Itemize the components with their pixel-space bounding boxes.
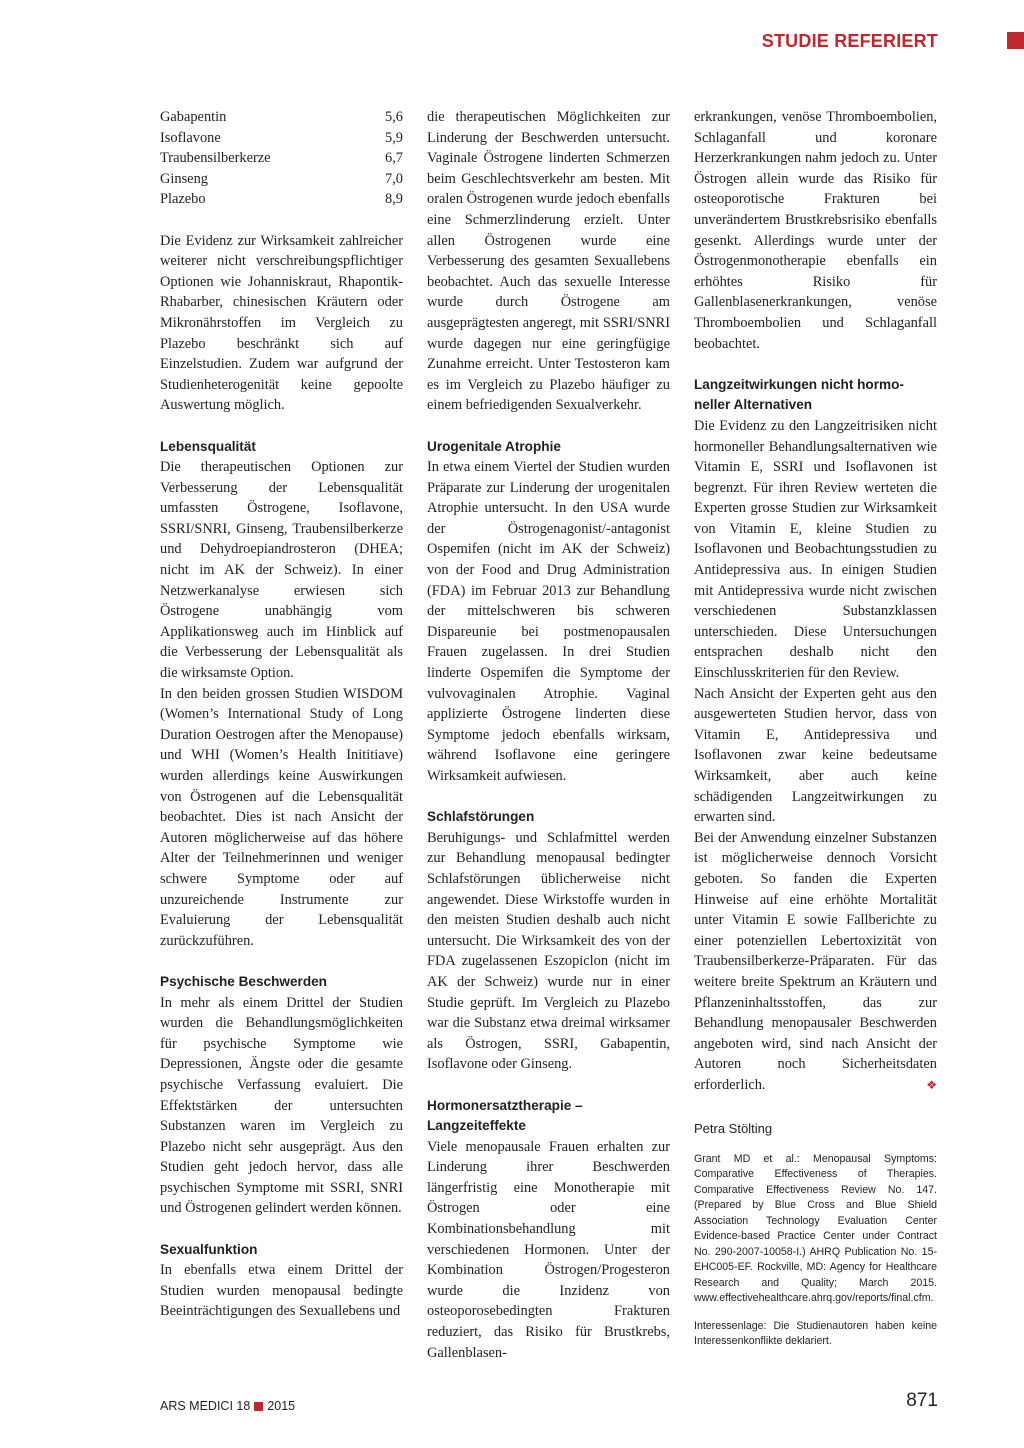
heading-sexualfunktion: Sexualfunktion: [160, 1241, 258, 1257]
section-title: STUDIE REFERIERT: [761, 31, 938, 51]
ranking-value: 7,0: [385, 170, 403, 187]
ranking-value: 6,7: [385, 150, 403, 167]
ranking-name: Isoflavone: [160, 129, 221, 146]
journal-name: ARS MEDICI 18: [160, 1399, 251, 1413]
paragraph: In ebenfalls etwa einem Drittel der Studien wurden menopausal bedingte Beeinträchtigungen des Sexuallebens und: [160, 1262, 403, 1320]
ranking-name: Ginseng: [160, 170, 208, 187]
paragraph: In mehr als einem Drittel der Studien wurden die Behandlungsmöglichkeiten für psychische Symptome wie Depressionen, Ängste oder die gesamte psychische Verfassung evaluiert. Die Effektstärken der untersuchten Substanzen waren im Vergleich zu Plazebo nicht sehr ausgeprägt. Aus den Studien geht jedoch hervor, dass alle psychischen Symptome mit SSRI, SNRI und Östrogenen gelindert werden können.: [160, 994, 403, 1217]
heading-schlafstoerungen: Schlafstörungen: [427, 809, 535, 825]
list-item: [160, 128, 403, 149]
end-mark-icon: ❖: [926, 1077, 937, 1092]
ranking-value: 5,6: [385, 109, 403, 125]
heading-psychische-beschwerden: Psychische Beschwerden: [160, 973, 327, 989]
paragraph: Nach Ansicht der Experten geht aus den ausgewerteten Studien hervor, dass von Vitamin E, Antidepressiva und Isoflavonen zwar keine bedeutsame Wirksamkeit, aber auch keine schädigenden Langzeitwirkungen zu erwarten sind.: [694, 685, 937, 826]
list-item: [160, 107, 403, 128]
intro-paragraph: Die Evidenz zur Wirksamkeit zahlreicher weiterer nicht verschreibungspflichtiger Optionen wie Johanniskraut, Rhapontik-Rhabarber, chinesischen Kräutern oder Mikronährstoffen im Vergleich zu Plazebo beschränkt sich auf Einzelstudien. Zudem war aufgrund der Studienheterogenität keine gepoolte Auswertung möglich.: [160, 232, 403, 414]
paragraph-text: Bei der Anwendung einzelner Substanzen ist möglicherweise dennoch Vorsicht geboten. So fanden die Experten Hinweise auf eine erhöhte Mortalität unter Vitamin E sowie Fallberichte zu einer potenziellen Lebertoxizität von Traubensilberkerze-Präparaten. Für das weitere breite Spektrum an Kräutern und Pflanzeninhaltsstoffen, das zur Behandlung menopausaler Beschwerden angeboten wird, sind nach Ansicht der Autoren noch Sicherheitsdaten erforderlich.: [694, 829, 937, 1093]
heading-langzeitwirkungen-cont: neller Alternativen: [694, 397, 813, 413]
ranking-name: Plazebo: [160, 191, 206, 208]
list-item: [160, 169, 403, 190]
list-item: [160, 189, 403, 210]
conflict-of-interest-note: Interessenlage: Die Studienautoren haben keine Interessenkonflikte deklariert.: [694, 1319, 937, 1347]
column-2: [427, 107, 670, 1363]
heading-urogenitale-atrophie: Urogenitale Atrophie: [427, 438, 561, 454]
author-name: Petra Stölting: [694, 1120, 773, 1136]
ranking-value: 5,9: [385, 129, 403, 146]
paragraph: [694, 828, 937, 1096]
ranking-name: Traubensilberkerze: [160, 150, 271, 167]
paragraph: erkrankungen, venöse Thromboembolien, Schlaganfall und koronare Herzerkrankungen nahm jedoch zu. Unter Östrogen allein wurde das Risiko für osteoporotische Frakturen bei unverändertem Brustkrebsrisiko ebenfalls gesenkt. Allerdings wurde unter der Östrogenmonotherapie ebenfalls ein erhöhtes Risiko für Gallenblasenerkrankungen, venöse Thromboembolien und Schlaganfall beobachtet.: [694, 109, 937, 352]
paragraph: Die therapeutischen Optionen zur Verbesserung der Lebensqualität umfassten Östrogene, Isoflavone, SSRI/SNRI, Ginseng, Traubensilberkerze und Dehydroepiandrosteron (DHEA; nicht im AK der Schweiz). In einer Netzwerkanalyse erwiesen sich Östrogene unabhängig vom Applikationsweg auch im Hinblick auf die Verbesserung der Lebensqualität als die wirksamste Option.: [160, 459, 403, 682]
paragraph: Beruhigungs- und Schlafmittel werden zur Behandlung menopausal bedingter Schlafstörungen üblicherweise nicht angewendet. Diese Wirkstoffe wurden in den meisten Studien deshalb auch nicht untersucht. Die Wirksamkeit des von der FDA zugelassenen Eszopiclon (nicht im AK der Schweiz) wurde nur in einer Studie geprüft. Im Vergleich zu Plazebo war die Substanz etwa dreimal wirksamer als Östrogen, SSRI, Gabapentin, Isoflavone oder Ginseng.: [427, 829, 670, 1073]
column-3: [694, 107, 937, 1350]
footer-journal: [160, 1398, 295, 1414]
heading-hormonersatztherapie: Hormonersatztherapie –: [427, 1097, 583, 1113]
paragraph: die therapeutischen Möglichkeiten zur Linderung der Beschwerden untersucht. Vaginale Östrogene linderten Schmerzen beim Geschlechtsverkehr am besten. Mit oralen Östrogenen wurde jedoch ebenfalls eine Schmerzlinderung erzielt. Unter allen Östrogenen wurde eine Verbesserung des gesamten Sexuallebens beobachtet. Auch das sexuelle Interesse wurde durch Östrogene am ausgeprägtesten angeregt, mit SSRI/SNRI wurde dagegen nur eine geringfügige Zunahme erreicht. Unter Testosteron kam es im Vergleich zu Plazebo häufiger zu einem befriedigenden Sexualverkehr.: [427, 109, 670, 414]
ranking-value: 8,9: [385, 191, 403, 208]
paragraph: In den beiden grossen Studien WISDOM (Women’s International Study of Long Duration Oestrogen after the Menopause) und WHI (Women’s Health Inititiave) wurden allerdings keine Auswirkungen von Östrogenen auf die Lebensqualität beobachtet. Dies ist nach Ansicht der Autoren möglicherweise auf das höhere Alter der Teilnehmerinnen und weniger schwere Symptome oder auf unzureichende Instrumente zur Evaluierung der Lebensqualität zurückzuführen.: [160, 685, 403, 949]
ranking-name: Gabapentin: [160, 109, 227, 125]
paragraph: In etwa einem Viertel der Studien wurden Präparate zur Linderung der urogenitalen Atrophie untersucht. In den USA wurde der Östrogenagonist/-antagonist Ospemifen (nicht im AK der Schweiz) von der Food and Drug Administration (FDA) im Februar 2013 zur Behandlung der mittelschweren bis schweren Dispareunie bei postmenopausalen Frauen zugelassen. In drei Studien linderte Ospemifen die Symptome der vulvovaginalen Atrophie. Vaginal applizierte Östrogene linderten diese Symptome jedoch ebenfalls wirksam, während Isoflavone eine geringere Wirksamkeit aufwiesen.: [427, 459, 670, 784]
paragraph: Viele menopausale Frauen erhalten zur Linderung ihrer Beschwerden längerfristig eine Monotherapie mit Östrogen oder eine Kombinationsbehandlung mit verschiedenen Hormonen. Unter der Kombination Östrogen/Progesteron wurde die Inzidenz von osteoporosebedingten Frakturen reduziert, das Risiko für Brustkrebs, Gallenblasen-: [427, 1138, 670, 1361]
heading-lebensqualitaet: Lebensqualität: [160, 438, 256, 454]
section-marker: [1007, 32, 1024, 49]
journal-year: 2015: [267, 1399, 296, 1413]
paragraph: Die Evidenz zu den Langzeitrisiken nicht hormoneller Behandlungsalternativen wie Vitamin E, SSRI und Isoflavonen ist begrenzt. Für ihren Review werteten die Experten grosse Studien zur Wirksamkeit von Vitamin E, kleine Studien zu Isoflavonen und Beobachtungsstudien zu Antidepressiva aus. In einigen Studien mit Antidepressiva wurde nicht zwischen verschiedenen Substanzklassen unterschieden. Diese Untersuchungen entsprachen deshalb nicht den Einschlusskriterien für den Review.: [694, 417, 937, 682]
heading-langzeitwirkungen: Langzeitwirkungen nicht hormo-: [694, 376, 904, 392]
list-item: [160, 148, 403, 169]
page-number: 871: [906, 1390, 938, 1411]
reference: Grant MD et al.: Menopausal Symptoms: Comparative Effectiveness of Therapies. Comparative Effectiveness Review No. 147. (Prepared by Blue Cross and Blue Shield Association Technology Evaluation Center Evidence-based Practice Center under Contract No. 290-2007-10058-I.) AHRQ Publication No. 15-EHC005-EF. Rockville, MD: Agency for Healthcare Research and Quality; March 2015. www.effectivehealthcare.ahrq.gov/reports/final.cfm.: [694, 1152, 937, 1304]
ranking-list: [160, 107, 403, 210]
footer-marker: [254, 1402, 263, 1411]
heading-langzeiteffekte: Langzeiteffekte: [427, 1118, 526, 1134]
column-1: [160, 107, 403, 1322]
